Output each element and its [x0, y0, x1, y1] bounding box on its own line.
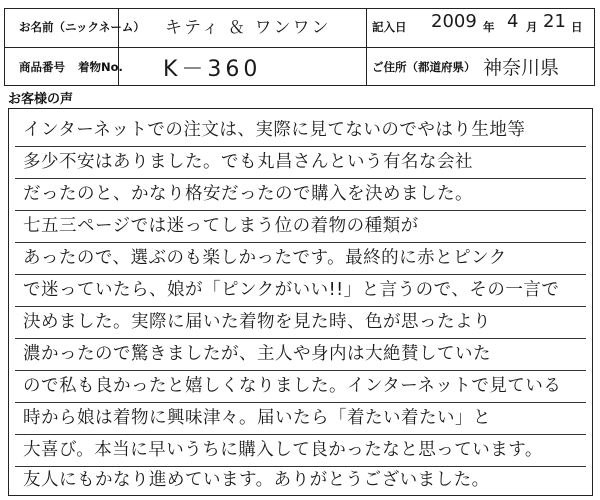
- customer-voice-heading: お客様の声: [8, 88, 73, 109]
- name-label: お名前（ニックネーム）: [19, 20, 145, 34]
- voice-line: 友人にもかなり進めています。ありがとうございました。: [23, 470, 490, 490]
- voice-line: で迷っていたら、娘が「ピンクがいい!!」と言うので、その一言で: [15, 273, 586, 307]
- month-suffix: 月: [526, 20, 538, 34]
- kimono-number-label: 着物No.: [78, 60, 123, 74]
- form-row-divider: [5, 47, 594, 48]
- voice-line: 時から娘は着物に興味津々。届いたら「着たい着たい」と: [15, 401, 586, 435]
- customer-voice-box: [8, 108, 593, 496]
- date-month: 4: [507, 11, 519, 32]
- voice-line: ので私も良かったと嬉しくなりました。インターネットで見ている: [15, 369, 586, 403]
- item-number-label: 商品番号: [19, 60, 65, 74]
- day-suffix: 日: [571, 20, 583, 34]
- address-label: ご住所（都道府県）: [372, 60, 476, 74]
- date-year: 2009: [431, 11, 477, 32]
- prefecture-value: 神奈川県: [483, 57, 560, 79]
- item-number-value: K－360: [163, 57, 262, 82]
- form-column-divider: [366, 9, 367, 85]
- voice-line: あったので、選ぶのも楽しかったです。最終的に赤とピンク: [15, 241, 586, 275]
- voice-line: インターネットでの注文は、実際に見てないのでやはり生地等: [15, 113, 586, 147]
- voice-line: 決めました。実際に届いた着物を見た時、色が思ったより: [15, 305, 586, 339]
- voice-line: 大喜び。本当に早いうちに購入して良かったなと思っています。: [15, 433, 586, 467]
- voice-line: 七五三ページでは迷ってしまう位の着物の種類が: [15, 209, 586, 243]
- voice-line: 濃かったので驚きましたが、主人や身内は大絶賛していた: [15, 337, 586, 371]
- customer-info-form: [4, 8, 595, 86]
- date-label: 記入日: [372, 20, 407, 34]
- voice-line: だったのと、かなり格安だったので購入を決めました。: [15, 177, 586, 211]
- voice-line: 多少不安はありました。でも丸昌さんという有名な会社: [15, 145, 586, 179]
- date-day: 21: [543, 11, 566, 32]
- name-value: キティ ＆ ワンワン: [165, 18, 331, 38]
- year-suffix: 年: [483, 20, 495, 34]
